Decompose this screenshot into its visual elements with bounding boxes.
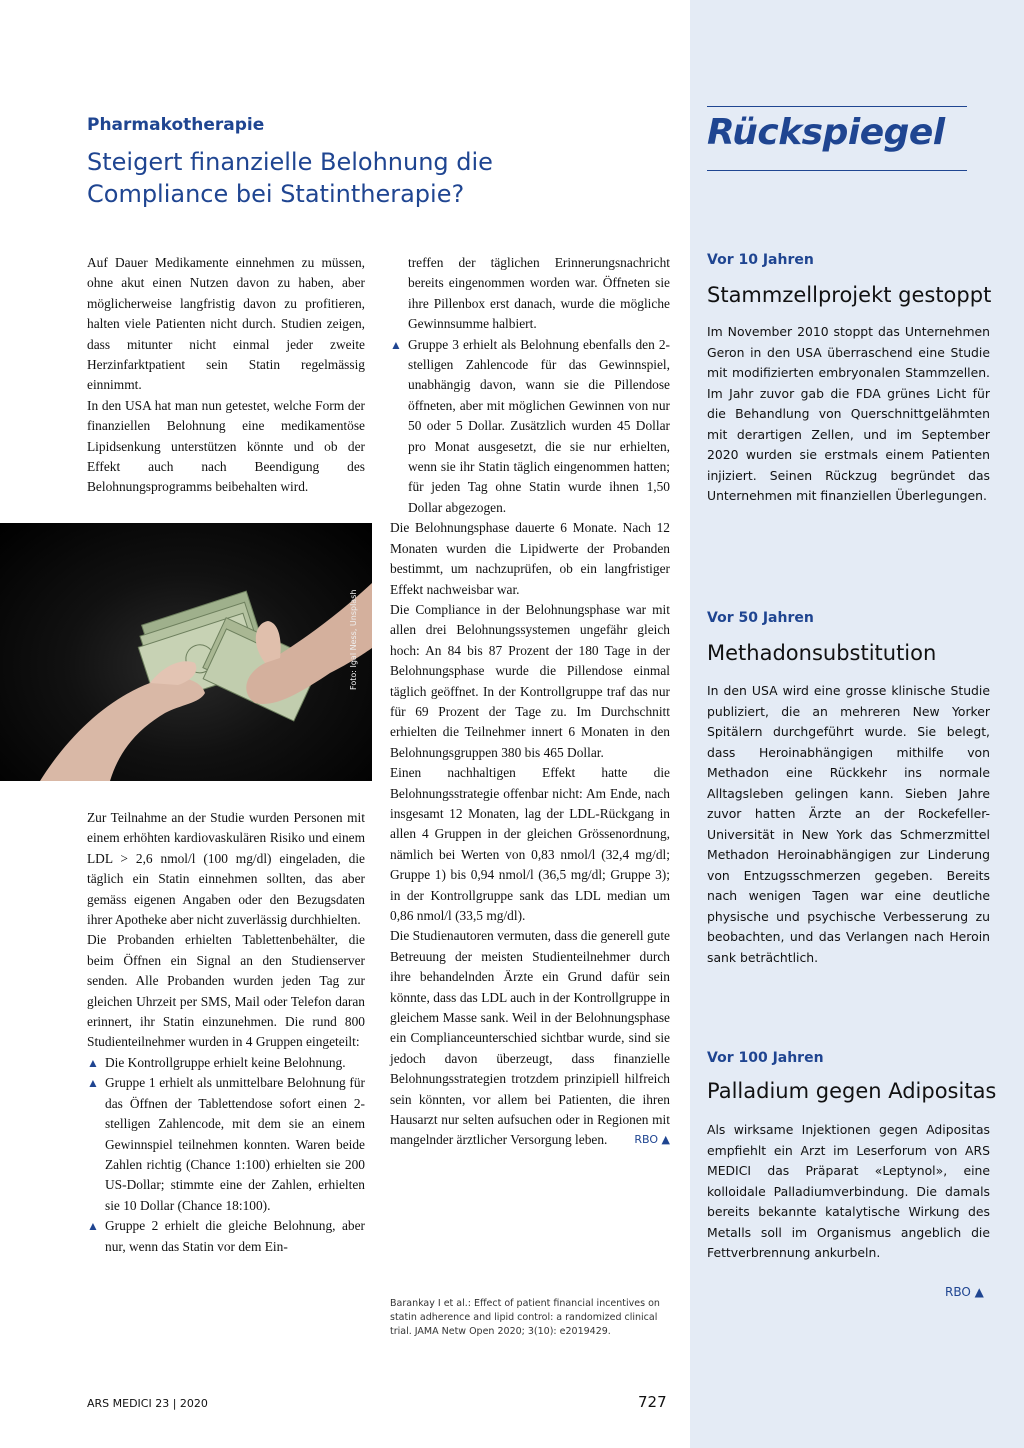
section-kicker: Vor 10 Jahren <box>707 252 814 268</box>
article-column-1-bottom <box>87 808 365 1257</box>
paragraph: treffen der täglichen Erinnerungsnachricht bereits eingenommen worden war. Öffneten sie ihre Pillenbox erst danach, wurde die mögliche Gewinnsumme halbiert. <box>408 255 670 332</box>
paragraph: Die Compliance in der Belohnungsphase war mit allen drei Belohnungssystemen ungefähr gleich hoch: An 84 bis 87 Prozent der 180 Tage in der Belohnungsphase wurde die Pillendose einmal täglich geöffnet. In der Kontrollgruppe traf das nur für 69 Prozent der Tage zu. Im Durchschnitt erhielten die Teilnehmer innert 6 Monaten in den Belohnungsgruppen 380 bis 465 Dollar. <box>390 601 670 760</box>
author-signature: RBO ▲ <box>634 1133 670 1147</box>
bullet-item: ▲ Die Kontrollgruppe erhielt keine Belohnung. <box>87 1053 365 1073</box>
section-heading: Palladium gegen Adipositas <box>707 1079 997 1103</box>
sidebar-signature: RBO ▲ <box>945 1285 984 1299</box>
article-kicker: Pharmakotherapie <box>87 115 265 135</box>
section-text: Im November 2010 stoppt das Unternehmen Geron in den USA überraschend eine Studie mit modifizierten embryonalen Stammzellen. Im Jahr zuvor gab die FDA grünes Licht für die Behandlung von Querschnittgelähmten mit derartigen Zellen, und im September 2020 wurden sie erstmals einem Patienten injiziert. Seinen Rückzug begründet das Unternehmen mit finanziellen Überlegungen. <box>707 324 990 503</box>
paragraph-text: Die Studienautoren vermuten, dass die generell gute Betreuung der meisten Studienteilnehmer durch ihre behandelnden Ärzte ein Grund dafür sein könnte, dass das LDL auch in der Kontrollgruppe in gleichem Masse sank. Weil in der Belohnungsphase ein Complianceunterschied sichtbar wurde, sind sie jedoch davon überzeugt, dass finanzielle Belohnungsstrategien trotzdem prinzipiell hilfreich sein könnten, vor allem bei Patienten, die ihren Hausarzt nur selten aufsuchen oder in Regionen mit mangelnder ärztlicher Versorgung leben. <box>390 928 671 1148</box>
bullet-item: ▲ Gruppe 3 erhielt als Belohnung ebenfalls den 2-stelligen Zahlencode für das Gewinnspiel, unabhängig davon, wann sie die Pillendose öffneten, aber mit möglichen Gewinnen von nur 50 oder 5 Dollar. Zusätzlich wurden 45 Dollar pro Monat ausgesetzt, die sie nur erhielten, wenn sie ihr Statin täglich eingenommen hatten; für jeden Tag ohne Statin wurde ihnen 1,50 Dollar abgezogen. <box>390 335 670 519</box>
reference: Barankay I et al.: Effect of patient financial incentives on statin adherence and lipid control: a randomized clinical trial. JAMA Netw Open 2020; 3(10): e2019429. <box>390 1298 660 1337</box>
section-heading: Stammzellprojekt gestoppt <box>707 283 992 307</box>
photo-credit: Foto: Igal Ness, Unsplash <box>349 589 358 690</box>
paragraph: Die Belohnungsphase dauerte 6 Monate. Nach 12 Monaten wurden die Lipidwerte der Probanden bestimmt, um nachzuprüfen, ob ein langfristiger Effekt nachweisbar war. <box>390 520 670 597</box>
paragraph <box>390 926 670 1150</box>
divider <box>707 170 967 171</box>
section-heading: Methadonsubstitution <box>707 641 937 665</box>
section-text: In den USA wird eine grosse klinische Studie publiziert, die an mehreren New Yorker Spitälern durchgeführt wurde. Sie belegt, dass Heroinabhängigen mithilfe von Methadon eine Rückkehr ins normale Alltagsleben gelingen kann. Sieben Jahre zuvor hatten Ärzte an der Rockefeller-Universität in New York das Schmerzmittel Methadon Heroinabhängigen zur Linderung von Entzugsschmerzen gegeben. Bereits nach wenigen Tagen war eine deutliche physische und psychische Verbesserung zu beobachten, und das Verlangen nach Heroin sank beträchtlich. <box>707 683 990 965</box>
bullet-item: ▲ Gruppe 1 erhielt als unmittelbare Belohnung für das Öffnen der Tablettendose sofort einen 2-stelligen Zahlencode, mit dem sie an einem Gewinnspiel teilnehmen konnten. Waren beide Zahlen richtig (Chance 1:100) erhielten sie 200 US-Dollar; stimmte eine der Zahlen, erhielten sie 10 Dollar (Chance 18:100). <box>87 1073 365 1216</box>
paragraph: Auf Dauer Medikamente einnehmen zu müssen, ohne akut einen Nutzen davon zu haben, aber möglicherweise langfristig davon zu profitieren, halten viele Patienten nicht durch. Studien zeigen, dass mitunter nicht einmal jeder zweite Herzinfarktpatient sein Statin regelmässig einnimmt. <box>87 255 365 393</box>
paragraph: In den USA hat man nun getestet, welche Form der finanziellen Belohnung eine medikamentöse Lipidsenkung unterstützen könnte und ob der Effekt auch nach Beendigung des Belohnungsprogramms beibehalten wird. <box>87 397 365 495</box>
article-column-2 <box>390 253 670 1151</box>
article-headline: Steigert finanzielle Belohnung die Compliance bei Statintherapie? <box>87 148 493 208</box>
bullet-item: ▲ Gruppe 2 erhielt die gleiche Belohnung, aber nur, wenn das Statin vor dem Ein- <box>87 1216 365 1257</box>
paragraph: Einen nachhaltigen Effekt hatte die Belohnungsstrategie offenbar nicht: Am Ende, nach insgesamt 12 Monaten, lag der LDL-Rückgang in allen 4 Gruppen in der gleichen Grössenordnung, nämlich bei Werten von 0,83 nmol/l (32,4 mg/dl; Gruppe 1) bis 0,94 nmol/l (36,5 mg/dl; Gruppe 3); in der Kontrollgruppe sank das LDL median um 0,86 nmol/l (33,5 mg/dl). <box>390 765 670 923</box>
journal-issue: ARS MEDICI 23 | 2020 <box>87 1397 208 1410</box>
section-kicker: Vor 100 Jahren <box>707 1050 824 1066</box>
section-kicker: Vor 50 Jahren <box>707 610 814 626</box>
money-hands-photo <box>0 523 372 781</box>
page-number: 727 <box>638 1393 667 1411</box>
photo-illustration <box>0 523 372 781</box>
paragraph: Zur Teilnahme an der Studie wurden Personen mit einem erhöhten kardiovaskulären Risiko und einem LDL > 2,6 nmol/l (100 mg/dl) eingeladen, die täglich ein Statin einnehmen sollten, das aber gemäss eigenen Angaben oder den Bezugsdaten ihrer Apotheke aber nicht zuverlässig durchhielten. <box>87 810 365 928</box>
article-column-1-top <box>87 253 365 498</box>
paragraph: Die Probanden erhielten Tablettenbehälter, die beim Öffnen ein Signal an den Studienserver senden. Alle Probanden wurden jeden Tag zur gleichen Uhrzeit per SMS, Mail oder Telefon daran erinnert, ihr Statin einzunehmen. Die rund 800 Studienteilnehmer wurden in 4 Gruppen eingeteilt: <box>87 932 365 1050</box>
divider <box>707 106 967 107</box>
section-text: Als wirksame Injektionen gegen Adipositas empfiehlt ein Arzt im Leserforum von ARS MEDICI das Präparat «Leptynol», eine kolloidale Palladiumverbindung. Die damals bereits bekannte katalytische Wirkung des Metalls soll im Organismus angeblich die Fettverbrennung ankurbeln. <box>707 1122 990 1260</box>
sidebar-title: Rückspiegel <box>707 112 945 153</box>
